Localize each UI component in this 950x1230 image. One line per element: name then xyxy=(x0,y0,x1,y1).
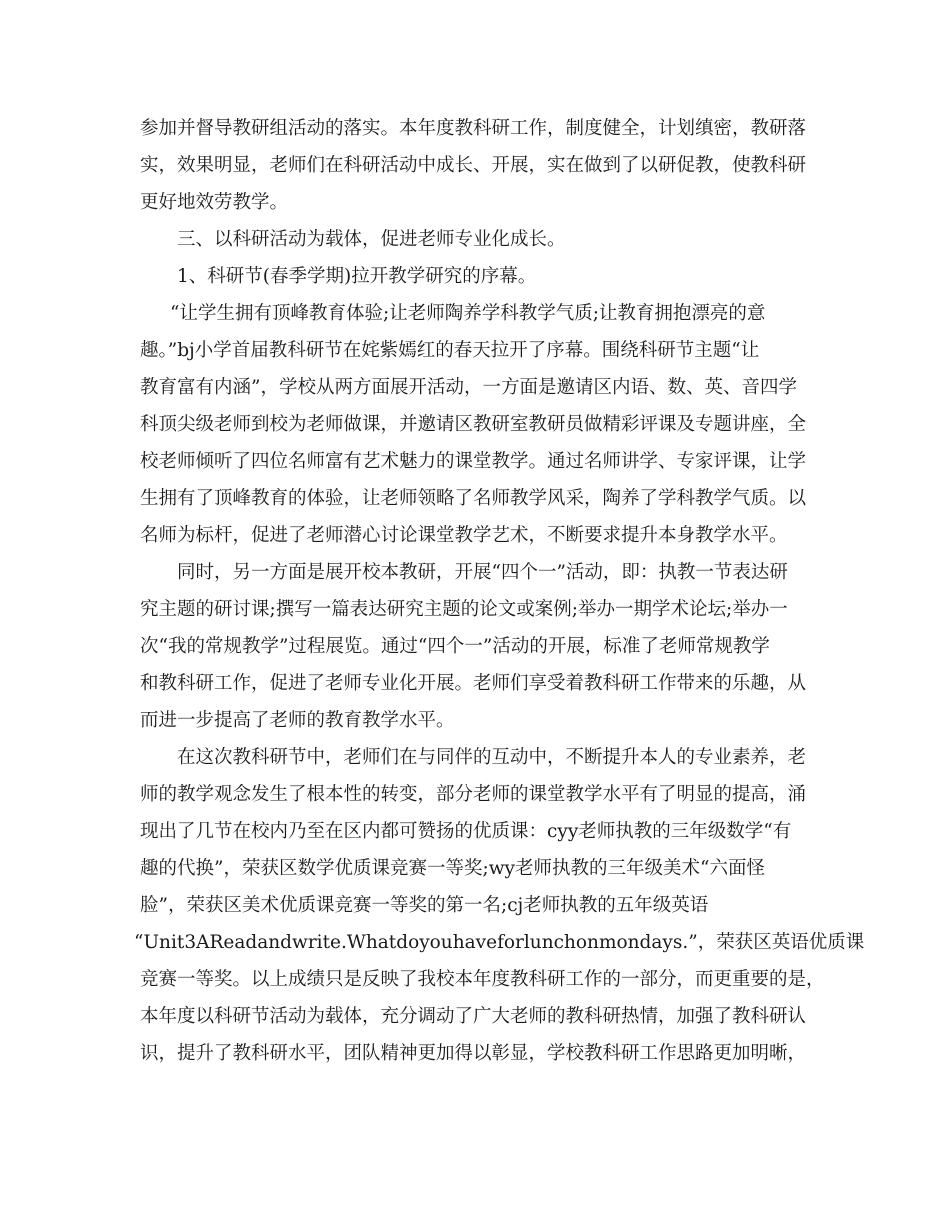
text-line: 生拥有了顶峰教育的体验，让老师领略了名师教学风采，陶养了学科教学气质。以 xyxy=(140,488,807,509)
text-line: 教育富有内涵”，学校从两方面展开活动，一方面是邀请区内语、数、英、音四学 xyxy=(140,377,797,398)
text-line: 名师为标杆，促进了老师潜心讨论课堂教学艺术，不断要求提升本身教学水平。 xyxy=(140,525,788,546)
text-line: 次“我的常规教学”过程展览。通过“四个一”活动的开展，标准了老师常规教学 xyxy=(140,636,770,657)
text-line: “让学生拥有顶峰教育体验;让老师陶养学科教学气质;让教育拥抱漂亮的意 xyxy=(170,303,766,324)
text-line: 本年度以科研节活动为载体，充分调动了广大老师的教科研热情，加强了教科研认 xyxy=(140,1006,807,1027)
text-line: 而进一步提高了老师的教育教学水平。 xyxy=(140,710,455,731)
text-line: 现出了几节在校内乃至在区内都可赞扬的优质课：cyy老师执教的三年级数学“有 xyxy=(140,821,792,842)
text-line: 趣。”bj小学首届教科研节在姹紫嫣红的春天拉开了序幕。围绕科研节主题“让 xyxy=(140,340,760,361)
text-line: 趣的代换”，荣获区数学优质课竞赛一等奖;wy老师执教的三年级美术“六面怪 xyxy=(140,858,765,879)
text-line: 同时，另一方面是展开校本教研，开展“四个一”活动，即：执教一节表达研 xyxy=(177,562,788,583)
text-line: 和教科研工作，促进了老师专业化开展。老师们享受着教科研工作带来的乐趣，从 xyxy=(140,673,807,694)
text-line: 究主题的研讨课;撰写一篇表达研究主题的论文或案例;举办一期学术论坛;举办一 xyxy=(140,599,788,620)
text-line: 师的教学观念发生了根本性的转变，部分老师的课堂教学水平有了明显的提高，涌 xyxy=(140,784,807,805)
text-line: 识，提升了教科研水平，团队精神更加得以彰显，学校教科研工作思路更加明晰， xyxy=(140,1043,807,1064)
text-line: 校老师倾听了四位名师富有艺术魅力的课堂教学。通过名师讲学、专家评课，让学 xyxy=(140,451,807,472)
text-line: 在这次教科研节中，老师们在与同伴的互动中，不断提升本人的专业素养，老 xyxy=(177,747,807,768)
text-line: 竞赛一等奖。以上成绩只是反映了我校本年度教科研工作的一部分，而更重要的是， xyxy=(140,969,825,990)
text-line: “Unit3AReadandwrite.Whatdoyouhaveforlunchonmondays.”，荣获区英语优质课 xyxy=(134,932,865,953)
text-line: 参加并督导教研组活动的落实。本年度教科研工作，制度健全，计划缜密，教研落 xyxy=(140,118,807,139)
text-line: 更好地效劳教学。 xyxy=(140,192,289,213)
text-line: 脸”，荣获区美术优质课竞赛一等奖的第一名;cj老师执教的五年级英语 xyxy=(140,895,709,916)
text-line: 1、科研节(春季学期)拉开教学研究的序幕。 xyxy=(177,266,537,287)
text-line: 三、以科研活动为载体，促进老师专业化成长。 xyxy=(177,229,566,250)
text-line: 实，效果明显，老师们在科研活动中成长、开展，实在做到了以研促教，使教科研 xyxy=(140,155,807,176)
text-line: 科顶尖级老师到校为老师做课，并邀请区教研室教研员做精彩评课及专题讲座，全 xyxy=(140,414,807,435)
